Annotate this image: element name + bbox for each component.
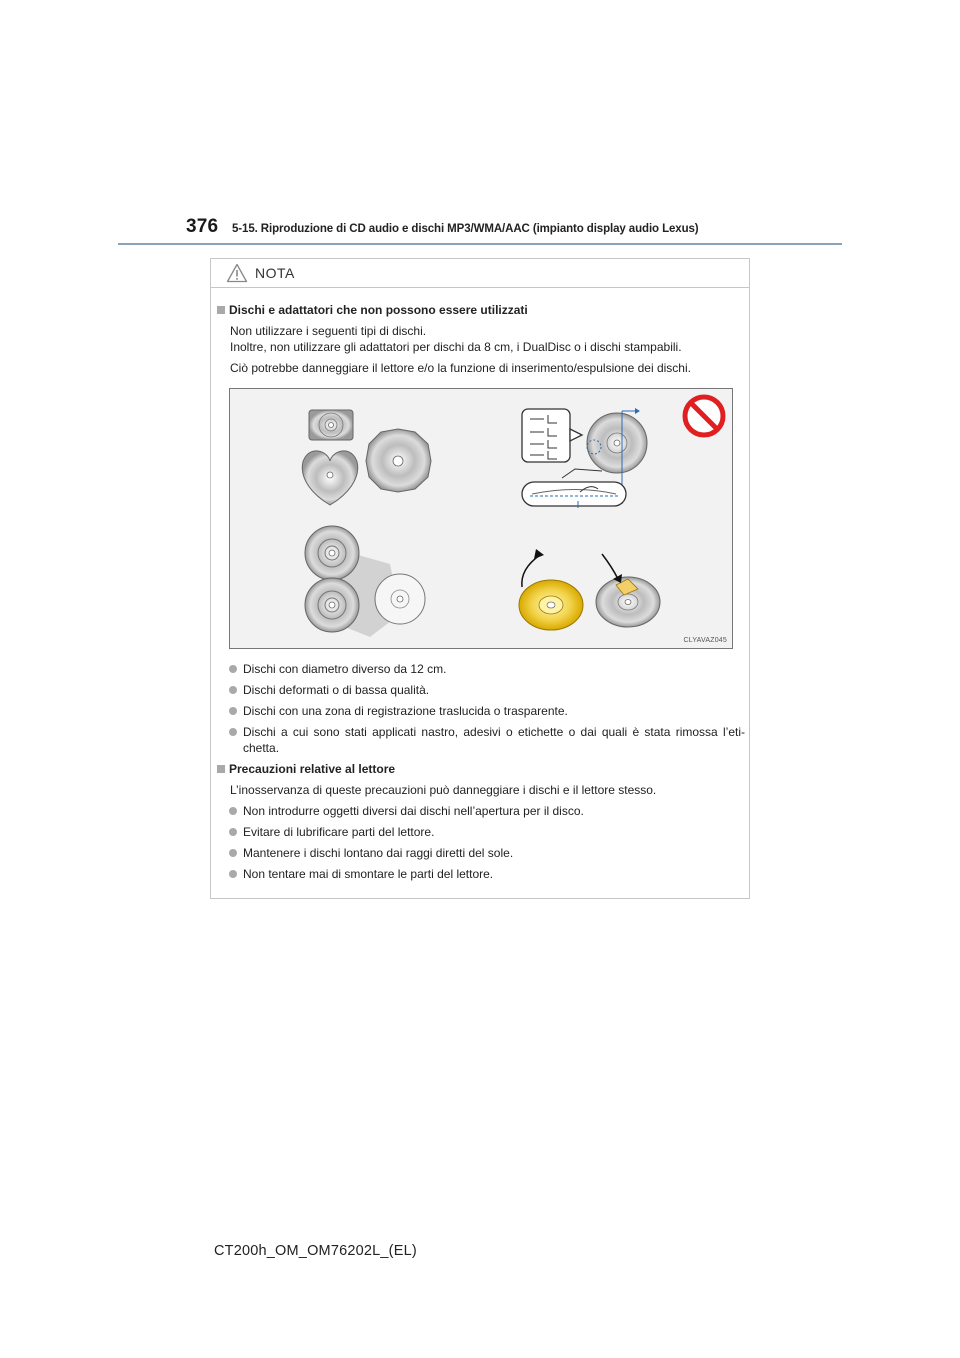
note-box [210, 258, 750, 899]
list-item: Non introdurre oggetti diversi dai dischi nell’apertura per il disco. [217, 803, 745, 819]
note-title: NOTA [255, 265, 295, 281]
prohibition-icon [685, 397, 723, 435]
list-item: Non tentare mai di smontare le parti del lettore. [217, 866, 745, 882]
header-divider [118, 243, 842, 245]
translucent-disc-detail-icon [522, 408, 647, 508]
list-item: Evitare di lubrificare parti del lettore. [217, 824, 745, 840]
figure-code: CLYAVAZ045 [683, 637, 727, 644]
taped-disc-icon [596, 554, 660, 627]
octagon-disc-icon [366, 429, 431, 492]
bullet-dot-icon [229, 870, 237, 878]
heart-disc-icon [302, 451, 358, 505]
warning-icon [226, 263, 248, 283]
bullet-dot-icon [229, 686, 237, 694]
square-bullet-icon [217, 765, 225, 773]
section-heading-unusable-discs: Dischi e adattatori che non possono essere utilizzati [217, 303, 528, 317]
paragraph: Non utilizzare i seguenti tipi di dischi. [230, 324, 427, 338]
disc-types-drawing [230, 389, 732, 648]
bullet-dot-icon [229, 728, 237, 736]
section-title: 5-15. Riproduzione di CD audio e dischi MP3/WMA/AAC (impianto display audio Lexus) [232, 223, 699, 235]
square-bullet-icon [217, 306, 225, 314]
square-disc-icon [309, 410, 353, 440]
list-item: Dischi con diametro diverso da 12 cm. [217, 661, 745, 677]
bullet-dot-icon [229, 807, 237, 815]
adapter-disc-icon [305, 526, 425, 637]
peeling-label-disc-icon [519, 549, 583, 630]
note-header [211, 259, 749, 288]
list-item: Dischi con una zona di registrazione traslucida o trasparente. [217, 703, 745, 719]
list-item: Dischi a cui sono stati applicati nastro, adesivi o etichette o dai quali è stata rimossa l’eti-chetta. [217, 724, 745, 756]
list-item: Mantenere i dischi lontano dai raggi diretti del sole. [217, 845, 745, 861]
bullet-dot-icon [229, 665, 237, 673]
paragraph: L’inosservanza di queste precauzioni può danneggiare i dischi e il lettore stesso. [230, 783, 657, 797]
bullet-dot-icon [229, 849, 237, 857]
section-heading-player-precautions: Precauzioni relative al lettore [217, 762, 395, 776]
document-code: CT200h_OM_OM76202L_(EL) [214, 1243, 417, 1259]
page-number: 376 [186, 216, 219, 237]
list-item: Dischi deformati o di bassa qualità. [217, 682, 745, 698]
bullet-dot-icon [229, 707, 237, 715]
bullet-dot-icon [229, 828, 237, 836]
unusable-discs-illustration [229, 388, 733, 649]
paragraph: Ciò potrebbe danneggiare il lettore e/o la funzione di inserimento/espulsione dei dischi. [230, 361, 691, 375]
paragraph: Inoltre, non utilizzare gli adattatori per dischi da 8 cm, i DualDisc o i dischi stampabili. [230, 340, 682, 354]
page-header [0, 0, 960, 250]
